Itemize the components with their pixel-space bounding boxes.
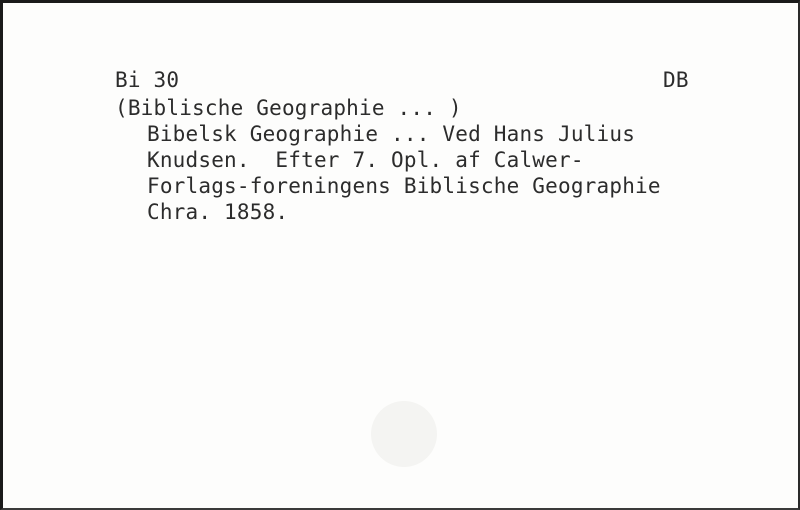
description-line-2: Knudsen. Efter 7. Opl. af Calwer- (147, 148, 584, 172)
call-number: Bi 30 (115, 68, 180, 92)
location-code: DB (663, 68, 689, 92)
description-line-1: Bibelsk Geographie ... Ved Hans Julius (147, 122, 636, 146)
description-line-3: Forlags-foreningens Biblische Geographie (147, 174, 661, 198)
uniform-title: (Biblische Geographie ... ) (115, 96, 462, 120)
description-line-4: Chra. 1858. (147, 200, 289, 224)
punch-hole-mark (371, 401, 437, 467)
